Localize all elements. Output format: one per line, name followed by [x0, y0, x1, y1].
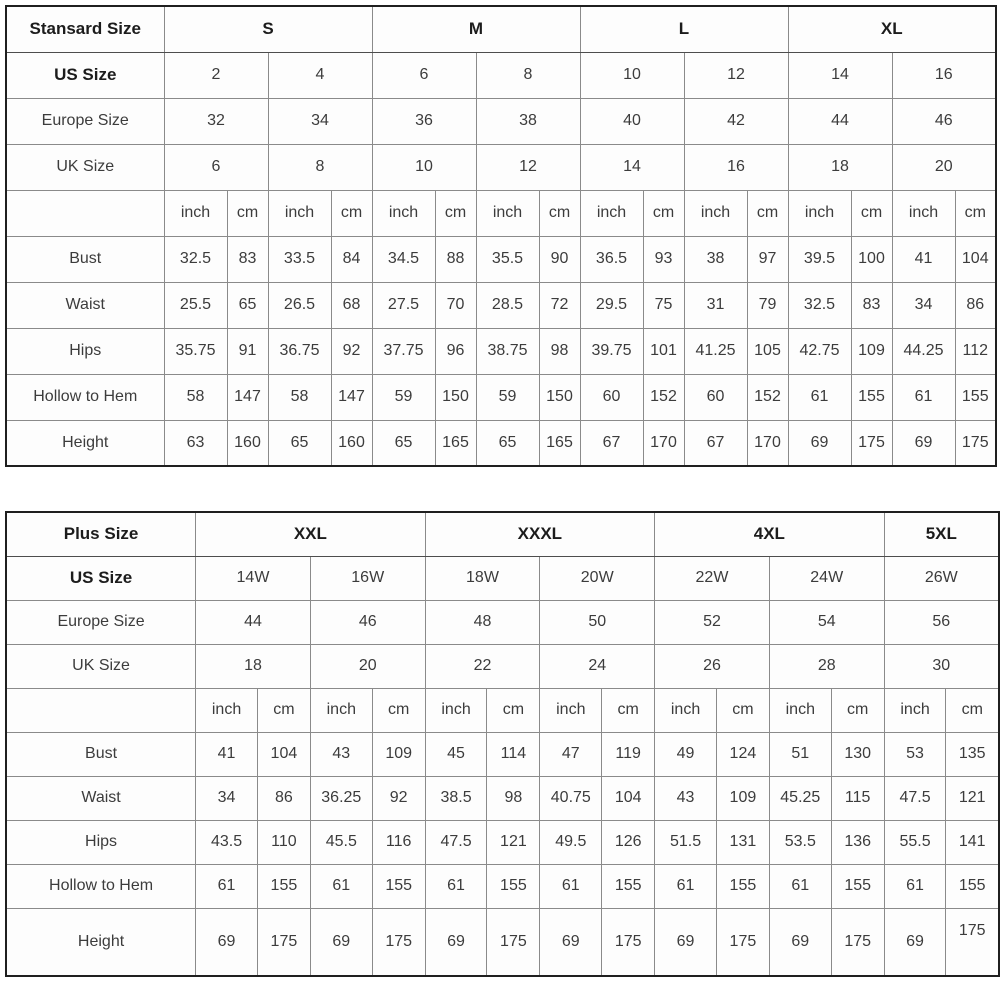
- measurement-value-cell: 115: [831, 776, 884, 820]
- size-value-cell: 16: [684, 144, 788, 190]
- plus-size-table: [5, 511, 1000, 977]
- size-group-cell: XL: [788, 6, 996, 52]
- measurement-value-cell: 49: [655, 732, 717, 776]
- measurement-value-cell: 104: [257, 732, 310, 776]
- measurement-value-cell: 155: [487, 864, 540, 908]
- size-value-cell: 6: [164, 144, 268, 190]
- size-value-cell: 36: [372, 98, 476, 144]
- unit-inch-cell: inch: [655, 688, 717, 732]
- unit-cm-cell: cm: [831, 688, 884, 732]
- measurement-value-cell: 147: [227, 374, 268, 420]
- measurement-value-cell: 69: [196, 908, 258, 976]
- measurement-value-cell: 47: [540, 732, 602, 776]
- measurement-value-cell: 69: [892, 420, 955, 466]
- measurement-value-cell: 49.5: [540, 820, 602, 864]
- size-value-cell: 10: [372, 144, 476, 190]
- measurement-value-cell: 43: [655, 776, 717, 820]
- size-value-cell: 18W: [425, 556, 540, 600]
- size-value-cell: 44: [196, 600, 311, 644]
- standard-size-table: [5, 5, 997, 467]
- unit-inch-cell: inch: [164, 190, 227, 236]
- measurement-value-cell: 25.5: [164, 282, 227, 328]
- measurement-value-cell: 43: [310, 732, 372, 776]
- measurement-value-cell: 53.5: [769, 820, 831, 864]
- measurement-value-cell: 110: [257, 820, 310, 864]
- measurement-value-cell: 44.25: [892, 328, 955, 374]
- size-value-cell: 52: [655, 600, 770, 644]
- measurement-value-cell: 28.5: [476, 282, 539, 328]
- unit-inch-cell: inch: [580, 190, 643, 236]
- size-group-cell: S: [164, 6, 372, 52]
- size-value-cell: 26: [655, 644, 770, 688]
- measurement-value-cell: 61: [196, 864, 258, 908]
- measurement-value-cell: 65: [372, 420, 435, 466]
- size-value-cell: 26W: [884, 556, 999, 600]
- measurement-value-cell: 88: [435, 236, 476, 282]
- measurement-value-cell: 60: [684, 374, 747, 420]
- measurement-value-cell: 152: [747, 374, 788, 420]
- unit-cm-cell: cm: [487, 688, 540, 732]
- measurement-value-cell: 119: [602, 732, 655, 776]
- size-value-cell: 22W: [655, 556, 770, 600]
- measurement-value-cell: 104: [602, 776, 655, 820]
- measurement-value-cell: 116: [372, 820, 425, 864]
- measurement-label-cell: Hollow to Hem: [6, 864, 196, 908]
- measurement-value-cell: 39.75: [580, 328, 643, 374]
- measurement-value-cell: 175: [851, 420, 892, 466]
- empty-corner-cell: [6, 688, 196, 732]
- size-value-cell: 48: [425, 600, 540, 644]
- measurement-value-cell: 34: [892, 282, 955, 328]
- size-group-cell: M: [372, 6, 580, 52]
- measurement-value-cell: 61: [892, 374, 955, 420]
- size-value-cell: 46: [310, 600, 425, 644]
- size-value-cell: 14: [788, 52, 892, 98]
- measurement-value-cell: 175: [955, 420, 996, 466]
- unit-inch-cell: inch: [196, 688, 258, 732]
- measurement-value-cell: 175: [257, 908, 310, 976]
- size-group-cell: 4XL: [655, 512, 885, 556]
- measurement-value-cell: 41: [196, 732, 258, 776]
- size-value-cell: 38: [476, 98, 580, 144]
- unit-cm-cell: cm: [643, 190, 684, 236]
- measurement-value-cell: 36.25: [310, 776, 372, 820]
- measurement-value-cell: 40.75: [540, 776, 602, 820]
- unit-inch-cell: inch: [892, 190, 955, 236]
- measurement-value-cell: 165: [435, 420, 476, 466]
- size-value-cell: 28: [769, 644, 884, 688]
- measurement-value-cell: 91: [227, 328, 268, 374]
- unit-inch-cell: inch: [425, 688, 487, 732]
- measurement-value-cell: 75: [643, 282, 684, 328]
- measurement-value-cell: 33.5: [268, 236, 331, 282]
- measurement-value-cell: 83: [851, 282, 892, 328]
- measurement-value-cell: 150: [539, 374, 580, 420]
- measurement-value-cell: 61: [310, 864, 372, 908]
- size-value-cell: 24: [540, 644, 655, 688]
- measurement-value-cell: 34.5: [372, 236, 435, 282]
- unit-inch-cell: inch: [884, 688, 946, 732]
- measurement-value-cell: 175: [831, 908, 884, 976]
- measurement-value-cell: 98: [539, 328, 580, 374]
- measurement-value-cell: 69: [769, 908, 831, 976]
- measurement-value-cell: 53: [884, 732, 946, 776]
- measurement-value-cell: 63: [164, 420, 227, 466]
- measurement-value-cell: 69: [788, 420, 851, 466]
- measurement-label-cell: Hips: [6, 328, 164, 374]
- measurement-value-cell: 112: [955, 328, 996, 374]
- measurement-value-cell: 39.5: [788, 236, 851, 282]
- measurement-value-cell: 59: [476, 374, 539, 420]
- row-label-cell: US Size: [6, 52, 164, 98]
- measurement-value-cell: 155: [851, 374, 892, 420]
- size-group-cell: XXXL: [425, 512, 655, 556]
- measurement-value-cell: 165: [539, 420, 580, 466]
- corner-label-cell: Stansard Size: [6, 6, 164, 52]
- measurement-value-cell: 37.75: [372, 328, 435, 374]
- unit-inch-cell: inch: [310, 688, 372, 732]
- unit-cm-cell: cm: [435, 190, 476, 236]
- measurement-value-cell: 84: [331, 236, 372, 282]
- measurement-value-cell: 97: [747, 236, 788, 282]
- measurement-value-cell: 60: [580, 374, 643, 420]
- measurement-value-cell: 69: [884, 908, 946, 976]
- measurement-value-cell: 92: [331, 328, 372, 374]
- measurement-value-cell: 45: [425, 732, 487, 776]
- measurement-value-cell: 59: [372, 374, 435, 420]
- measurement-value-cell: 65: [476, 420, 539, 466]
- unit-inch-cell: inch: [372, 190, 435, 236]
- measurement-value-cell: 58: [268, 374, 331, 420]
- corner-label-cell: Plus Size: [6, 512, 196, 556]
- measurement-value-cell: 47.5: [425, 820, 487, 864]
- unit-cm-cell: cm: [602, 688, 655, 732]
- measurement-value-cell: 61: [540, 864, 602, 908]
- unit-cm-cell: cm: [946, 688, 999, 732]
- measurement-value-cell: 175: [602, 908, 655, 976]
- measurement-value-cell: 155: [946, 864, 999, 908]
- size-group-cell: L: [580, 6, 788, 52]
- size-value-cell: 20: [892, 144, 996, 190]
- measurement-value-cell: 79: [747, 282, 788, 328]
- measurement-value-cell: 109: [716, 776, 769, 820]
- measurement-value-cell: 58: [164, 374, 227, 420]
- measurement-value-cell: 65: [268, 420, 331, 466]
- measurement-value-cell: 93: [643, 236, 684, 282]
- measurement-value-cell: 61: [655, 864, 717, 908]
- measurement-value-cell: 36.75: [268, 328, 331, 374]
- unit-inch-cell: inch: [540, 688, 602, 732]
- measurement-value-cell: 104: [955, 236, 996, 282]
- measurement-value-cell: 31: [684, 282, 747, 328]
- size-value-cell: 20W: [540, 556, 655, 600]
- measurement-value-cell: 61: [769, 864, 831, 908]
- size-value-cell: 22: [425, 644, 540, 688]
- measurement-value-cell: 175: [487, 908, 540, 976]
- measurement-value-cell: 38: [684, 236, 747, 282]
- measurement-value-cell: 32.5: [164, 236, 227, 282]
- measurement-value-cell: 109: [372, 732, 425, 776]
- unit-cm-cell: cm: [716, 688, 769, 732]
- measurement-value-cell: 61: [425, 864, 487, 908]
- size-value-cell: 56: [884, 600, 999, 644]
- unit-cm-cell: cm: [851, 190, 892, 236]
- measurement-value-cell: 41: [892, 236, 955, 282]
- row-label-cell: US Size: [6, 556, 196, 600]
- measurement-value-cell: 121: [487, 820, 540, 864]
- measurement-value-cell: 121: [946, 776, 999, 820]
- row-label-cell: UK Size: [6, 144, 164, 190]
- measurement-value-cell: 61: [884, 864, 946, 908]
- unit-inch-cell: inch: [684, 190, 747, 236]
- measurement-value-cell: 155: [955, 374, 996, 420]
- measurement-value-cell: 65: [227, 282, 268, 328]
- measurement-value-cell: 47.5: [884, 776, 946, 820]
- measurement-value-cell: 147: [331, 374, 372, 420]
- unit-cm-cell: cm: [539, 190, 580, 236]
- size-value-cell: 50: [540, 600, 655, 644]
- measurement-value-cell: 126: [602, 820, 655, 864]
- measurement-value-cell: 41.25: [684, 328, 747, 374]
- measurement-value-cell: 152: [643, 374, 684, 420]
- row-label-cell: Europe Size: [6, 98, 164, 144]
- measurement-value-cell: 135: [946, 732, 999, 776]
- measurement-value-cell: 69: [540, 908, 602, 976]
- measurement-value-cell: 92: [372, 776, 425, 820]
- measurement-value-cell: 69: [425, 908, 487, 976]
- measurement-value-cell: 35.75: [164, 328, 227, 374]
- measurement-value-cell: 72: [539, 282, 580, 328]
- measurement-value-cell: 175: [946, 908, 999, 976]
- measurement-value-cell: 124: [716, 732, 769, 776]
- unit-inch-cell: inch: [788, 190, 851, 236]
- measurement-value-cell: 34: [196, 776, 258, 820]
- measurement-value-cell: 101: [643, 328, 684, 374]
- row-label-cell: Europe Size: [6, 600, 196, 644]
- size-value-cell: 16: [892, 52, 996, 98]
- measurement-value-cell: 83: [227, 236, 268, 282]
- size-value-cell: 4: [268, 52, 372, 98]
- measurement-value-cell: 61: [788, 374, 851, 420]
- measurement-value-cell: 55.5: [884, 820, 946, 864]
- unit-cm-cell: cm: [227, 190, 268, 236]
- measurement-value-cell: 38.5: [425, 776, 487, 820]
- size-group-cell: 5XL: [884, 512, 999, 556]
- measurement-value-cell: 98: [487, 776, 540, 820]
- measurement-value-cell: 170: [747, 420, 788, 466]
- measurement-value-cell: 67: [684, 420, 747, 466]
- unit-inch-cell: inch: [476, 190, 539, 236]
- size-value-cell: 32: [164, 98, 268, 144]
- measurement-value-cell: 69: [655, 908, 717, 976]
- measurement-value-cell: 45.5: [310, 820, 372, 864]
- measurement-value-cell: 155: [602, 864, 655, 908]
- size-value-cell: 8: [476, 52, 580, 98]
- measurement-value-cell: 32.5: [788, 282, 851, 328]
- size-value-cell: 24W: [769, 556, 884, 600]
- measurement-value-cell: 131: [716, 820, 769, 864]
- measurement-value-cell: 29.5: [580, 282, 643, 328]
- size-value-cell: 14: [580, 144, 684, 190]
- size-value-cell: 12: [684, 52, 788, 98]
- empty-corner-cell: [6, 190, 164, 236]
- unit-inch-cell: inch: [268, 190, 331, 236]
- size-value-cell: 40: [580, 98, 684, 144]
- size-value-cell: 14W: [196, 556, 311, 600]
- measurement-value-cell: 68: [331, 282, 372, 328]
- unit-cm-cell: cm: [257, 688, 310, 732]
- measurement-value-cell: 175: [716, 908, 769, 976]
- measurement-value-cell: 150: [435, 374, 476, 420]
- size-value-cell: 30: [884, 644, 999, 688]
- measurement-value-cell: 45.25: [769, 776, 831, 820]
- size-value-cell: 34: [268, 98, 372, 144]
- measurement-value-cell: 155: [831, 864, 884, 908]
- measurement-value-cell: 51.5: [655, 820, 717, 864]
- unit-inch-cell: inch: [769, 688, 831, 732]
- measurement-value-cell: 105: [747, 328, 788, 374]
- measurement-value-cell: 96: [435, 328, 476, 374]
- measurement-value-cell: 43.5: [196, 820, 258, 864]
- size-value-cell: 46: [892, 98, 996, 144]
- measurement-label-cell: Waist: [6, 776, 196, 820]
- measurement-value-cell: 160: [227, 420, 268, 466]
- size-value-cell: 16W: [310, 556, 425, 600]
- measurement-value-cell: 130: [831, 732, 884, 776]
- size-group-cell: XXL: [196, 512, 426, 556]
- measurement-label-cell: Bust: [6, 732, 196, 776]
- measurement-label-cell: Bust: [6, 236, 164, 282]
- measurement-value-cell: 90: [539, 236, 580, 282]
- size-value-cell: 20: [310, 644, 425, 688]
- measurement-value-cell: 170: [643, 420, 684, 466]
- unit-cm-cell: cm: [331, 190, 372, 236]
- measurement-value-cell: 51: [769, 732, 831, 776]
- measurement-label-cell: Hollow to Hem: [6, 374, 164, 420]
- measurement-value-cell: 141: [946, 820, 999, 864]
- measurement-value-cell: 38.75: [476, 328, 539, 374]
- measurement-label-cell: Height: [6, 908, 196, 976]
- size-value-cell: 18: [196, 644, 311, 688]
- size-value-cell: 12: [476, 144, 580, 190]
- measurement-value-cell: 26.5: [268, 282, 331, 328]
- measurement-value-cell: 36.5: [580, 236, 643, 282]
- measurement-value-cell: 155: [257, 864, 310, 908]
- unit-cm-cell: cm: [747, 190, 788, 236]
- measurement-value-cell: 70: [435, 282, 476, 328]
- measurement-value-cell: 69: [310, 908, 372, 976]
- size-value-cell: 2: [164, 52, 268, 98]
- measurement-value-cell: 86: [257, 776, 310, 820]
- measurement-value-cell: 42.75: [788, 328, 851, 374]
- measurement-value-cell: 27.5: [372, 282, 435, 328]
- measurement-value-cell: 100: [851, 236, 892, 282]
- size-value-cell: 6: [372, 52, 476, 98]
- measurement-value-cell: 136: [831, 820, 884, 864]
- measurement-value-cell: 155: [372, 864, 425, 908]
- measurement-value-cell: 155: [716, 864, 769, 908]
- row-label-cell: UK Size: [6, 644, 196, 688]
- measurement-label-cell: Waist: [6, 282, 164, 328]
- measurement-value-cell: 86: [955, 282, 996, 328]
- measurement-value-cell: 160: [331, 420, 372, 466]
- size-value-cell: 42: [684, 98, 788, 144]
- measurement-value-cell: 175: [372, 908, 425, 976]
- measurement-label-cell: Hips: [6, 820, 196, 864]
- unit-cm-cell: cm: [955, 190, 996, 236]
- size-value-cell: 8: [268, 144, 372, 190]
- size-value-cell: 44: [788, 98, 892, 144]
- measurement-value-cell: 35.5: [476, 236, 539, 282]
- size-value-cell: 54: [769, 600, 884, 644]
- measurement-value-cell: 109: [851, 328, 892, 374]
- measurement-value-cell: 67: [580, 420, 643, 466]
- measurement-label-cell: Height: [6, 420, 164, 466]
- size-value-cell: 18: [788, 144, 892, 190]
- unit-cm-cell: cm: [372, 688, 425, 732]
- measurement-value-cell: 114: [487, 732, 540, 776]
- size-value-cell: 10: [580, 52, 684, 98]
